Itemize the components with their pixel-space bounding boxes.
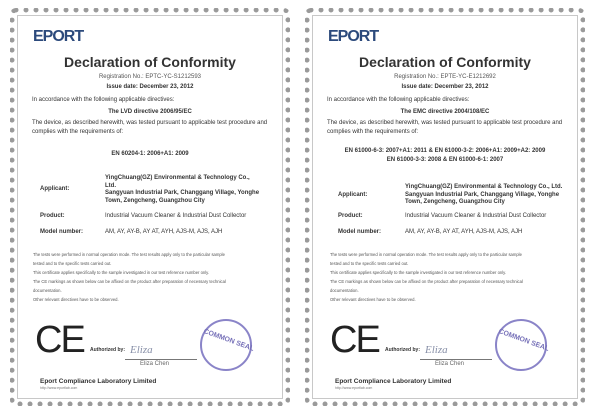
intro-text: In accordance with the following applicable directives: (327, 97, 470, 103)
device-text: complies with the requirements of: (327, 129, 419, 135)
applicant-line: Sangyuan Industrial Park, Changgang Village, Yonghe (405, 191, 560, 198)
company-url: http://www.eportlab.com (335, 386, 373, 390)
ce-mark: CE (330, 319, 379, 361)
model-value: AM, AY, AY-B, AY AT, AYH, AJS-M, AJS, AJH (405, 229, 523, 235)
standard: EN 61000-3-3: 2008 & EN 61000-6-1: 2007 (386, 157, 504, 163)
applicant-line: Ltd. (105, 182, 116, 189)
note-line: documentation. (330, 288, 359, 293)
issue-date: Issue date: December 23, 2012 (401, 84, 489, 90)
directive: The EMC directive 2004/108/EC (400, 109, 490, 115)
model-label: Model number: (40, 229, 83, 235)
product-value: Industrial Vacuum Cleaner & Industrial Dust Collector (105, 213, 247, 219)
authorized-label: Authorized by: (90, 347, 125, 353)
emc-certificate (305, 8, 585, 406)
applicant-line: YingChuang(GZ) Environmental & Technology Co., Ltd. (405, 184, 563, 190)
logo-text: EPORT (328, 28, 379, 45)
note-line: The tests were performed in normal operation mode. The test results apply only to the particular sample (330, 252, 522, 257)
ce-mark: CE (35, 319, 84, 361)
device-text: The device, as described herewith, was tested pursuant to applicable test procedure and (32, 120, 268, 126)
seal-text: COMMON SEAL (202, 328, 255, 353)
applicant-line: Town, Zengcheng, Guangzhou City (105, 197, 205, 204)
signature: Eliza (425, 344, 448, 356)
eport-logo (33, 28, 83, 46)
note-line: Other relevant directives have to be observed. (330, 297, 416, 302)
note-line: The CE markings as shown below can be affixed on the product after preparation of necessary technical (330, 279, 523, 284)
note-line: The tests were performed in normal operation mode. The test results apply only to the particular sample (33, 252, 225, 257)
applicant-line: YingChuang(GZ) Environmental & Technology Co., (105, 175, 250, 181)
applicant-label: Applicant: (338, 192, 368, 198)
product-label: Product: (40, 213, 65, 219)
signature-line (125, 359, 197, 360)
logo-text: EPORT (33, 28, 84, 45)
standard: EN 61000-6-3: 2007+A1: 2011 & EN 61000-3-2: 2006+A1: 2009+A2: 2009 (344, 148, 546, 154)
certificate-title: Declaration of Conformity (359, 54, 531, 70)
signer-name: Eliza Chen (435, 361, 465, 367)
note-line: This certificate applies specifically to the sample investigated in our test reference number only. (330, 270, 507, 275)
product-value: Industrial Vacuum Cleaner & Industrial Dust Collector (405, 213, 547, 219)
standard: EN 60204-1: 2006+A1: 2009 (111, 151, 189, 157)
note-line: Other relevant directives have to be observed. (33, 297, 119, 302)
note-line: tested and to the specific tests carried out. (330, 261, 409, 266)
applicant-line: Sangyuan Industrial Park, Changgang Village, Yonghe (105, 190, 260, 196)
company-name: Eport Compliance Laboratory Limited (335, 378, 452, 385)
issue-date: Issue date: December 23, 2012 (106, 84, 194, 90)
registration-number: Registration No.: EPTE-YC-E1212692 (394, 74, 496, 80)
eport-logo (328, 28, 378, 46)
common-seal (495, 319, 550, 371)
signature-line (420, 359, 492, 360)
note-line: This certificate applies specifically to the sample investigated in our test reference number only. (33, 270, 210, 275)
device-text: complies with the requirements of: (32, 129, 124, 135)
lvd-certificate (10, 8, 290, 406)
company-url: http://www.eportlab.com (40, 386, 78, 390)
note-line: tested and to the specific tests carried out. (33, 261, 112, 266)
company-name: Eport Compliance Laboratory Limited (40, 378, 157, 385)
applicant-line: Town, Zengcheng, Guangzhou City (405, 199, 505, 205)
signature: Eliza (130, 344, 153, 356)
device-text: The device, as described herewith, was tested pursuant to applicable test procedure and (327, 120, 563, 126)
applicant-label: Applicant: (40, 186, 70, 192)
note-line: The CE markings as shown below can be affixed on the product after preparation of necessary technical (33, 279, 226, 284)
product-label: Product: (338, 213, 363, 219)
model-value: AM, AY, AY-B, AY AT, AYH, AJS-M, AJS, AJH (105, 229, 223, 235)
registration-number: Registration No.: EPTC-YC-S1212593 (98, 74, 202, 80)
intro-text: In accordance with the following applicable directives: (32, 97, 175, 103)
model-label: Model number: (338, 229, 381, 235)
signer-name: Eliza Chen (140, 361, 170, 367)
note-line: documentation. (33, 288, 62, 293)
common-seal (200, 319, 255, 371)
directive: The LVD directive 2006/95/EC (108, 109, 192, 115)
seal-text: COMMON SEAL (497, 328, 550, 353)
authorized-label: Authorized by: (385, 347, 420, 353)
certificate-title: Declaration of Conformity (64, 54, 236, 70)
